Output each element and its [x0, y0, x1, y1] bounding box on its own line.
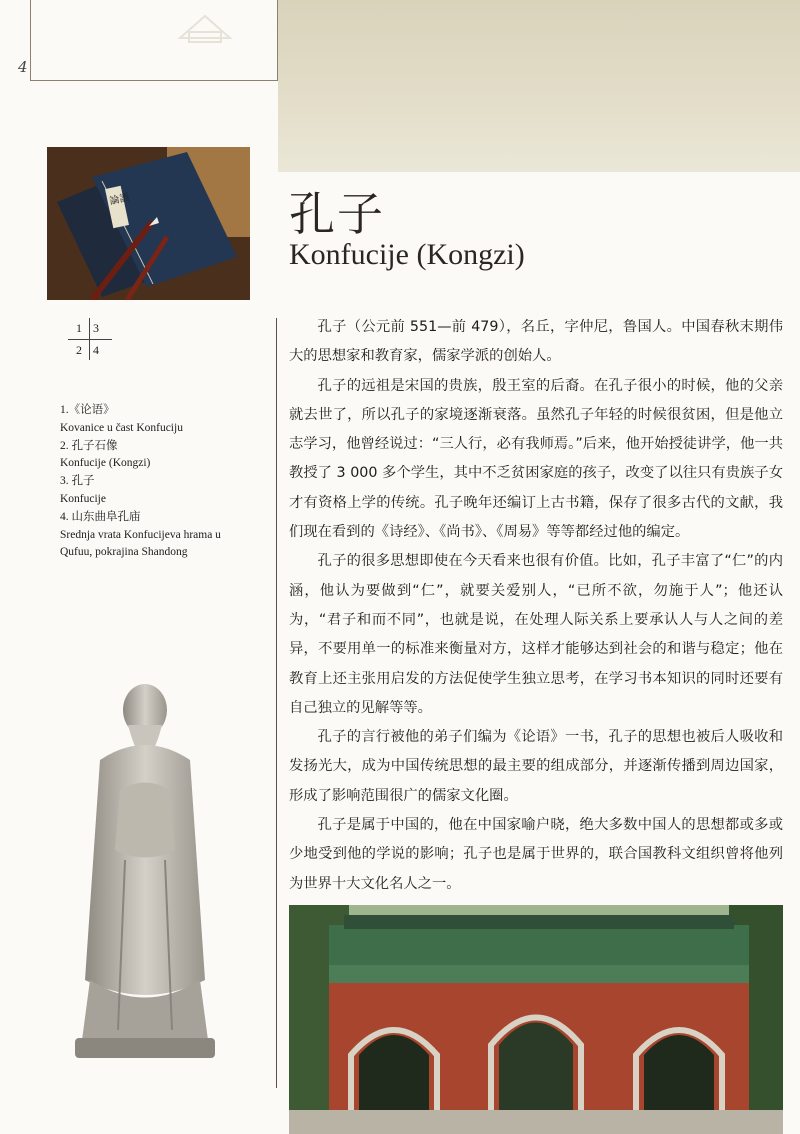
paragraph: 孔子的言行被他的弟子们编为《论语》一书，孔子的思想也被后人吸收和发扬光大，成为中国传统思想的最主要的组成部分，并逐渐传播到周边国家，形成了影响范围很广的儒家文化圈。 [289, 729, 783, 804]
figure-key [68, 318, 112, 360]
paragraph: 孔子的远祖是宋国的贵族，殷王室的后裔。在孔子很小的时候，他的父亲就去世了，所以孔子的家境逐渐衰落。虽然孔子年轻的时候很贫困，但是他立志学习，他曾经说过：“三人行，必有我师焉。”后来，他开始授徒讲学，他一共教授了 3 000 多个学生，其中不乏贫困家庭的孩子，改变了以往只有贵族子女才有资格上学的传统。孔子晚年还编订上古书籍，保存了很多古代的文献，我们现在看到的《诗经》、《尚书》、《周易》等等都经过他的编定。 [289, 377, 783, 541]
paragraph: 孔子（公元前 551—前 479），名丘，字仲尼，鲁国人。中国春秋末期伟大的思想家和教育家，儒家学派的创始人。 [289, 319, 783, 365]
caption-line: 3. 孔子 [60, 475, 95, 488]
page-number: 4 [18, 58, 28, 76]
caption-line: 4. 山东曲阜孔庙 [60, 510, 141, 523]
page-title-chinese: 孔子 [289, 187, 385, 241]
caption-line: 2. 孔子石像 [60, 439, 118, 452]
corner-rule-horizontal [30, 80, 278, 81]
figure-captions [60, 402, 275, 562]
corner-rule-vertical [30, 0, 31, 80]
corner-rule-right [277, 0, 278, 80]
key-cell-4: 4 [93, 343, 99, 357]
books-photo [47, 147, 250, 300]
caption-line: Srednja vrata Konfucijeva hrama u [60, 528, 221, 541]
caption-line: 1.《论语》 [60, 404, 115, 416]
faint-logo-icon [175, 8, 235, 48]
page-title-latin: Konfucije (Kongzi) [289, 238, 525, 271]
book-title-glyph: 論語 [108, 192, 131, 208]
column-divider [276, 318, 277, 1088]
statue-image [70, 680, 220, 1065]
header-band [278, 0, 800, 172]
key-cell-2: 2 [76, 343, 82, 357]
article-body [289, 313, 783, 899]
caption-line: Kovanice u čast Konfuciju [60, 421, 183, 434]
caption-line: Qufuu, pokrajina Shandong [60, 546, 188, 559]
key-cell-3: 3 [93, 321, 99, 335]
key-cell-1: 1 [76, 321, 82, 335]
paragraph: 孔子的很多思想即使在今天看来也很有价值。比如，孔子丰富了“仁”的内涵，他认为要做到“仁”，就要关爱别人，“已所不欲，勿施于人”；他还认为，“君子和而不同”，也就是说，在处理人际关系上要承认人与人之间的差异，不要用单一的标准来衡量对方，这样才能够达到社会的和谐与稳定；他在教育上还主张用启发的方法促使学生独立思考，在学习书本知识的同时还要有自己独立的见解等等。 [289, 553, 783, 716]
caption-line: Konfucije (Kongzi) [60, 457, 151, 470]
caption-line: Konfucije [60, 492, 106, 505]
paragraph: 孔子是属于中国的，他在中国家喻户晓，绝大多数中国人的思想都或多或少地受到他的学说的影响；孔子也是属于世界的，联合国教科文组织曾将他列为世界十大文化名人之一。 [289, 817, 783, 892]
temple-gate-photo [289, 905, 783, 1134]
